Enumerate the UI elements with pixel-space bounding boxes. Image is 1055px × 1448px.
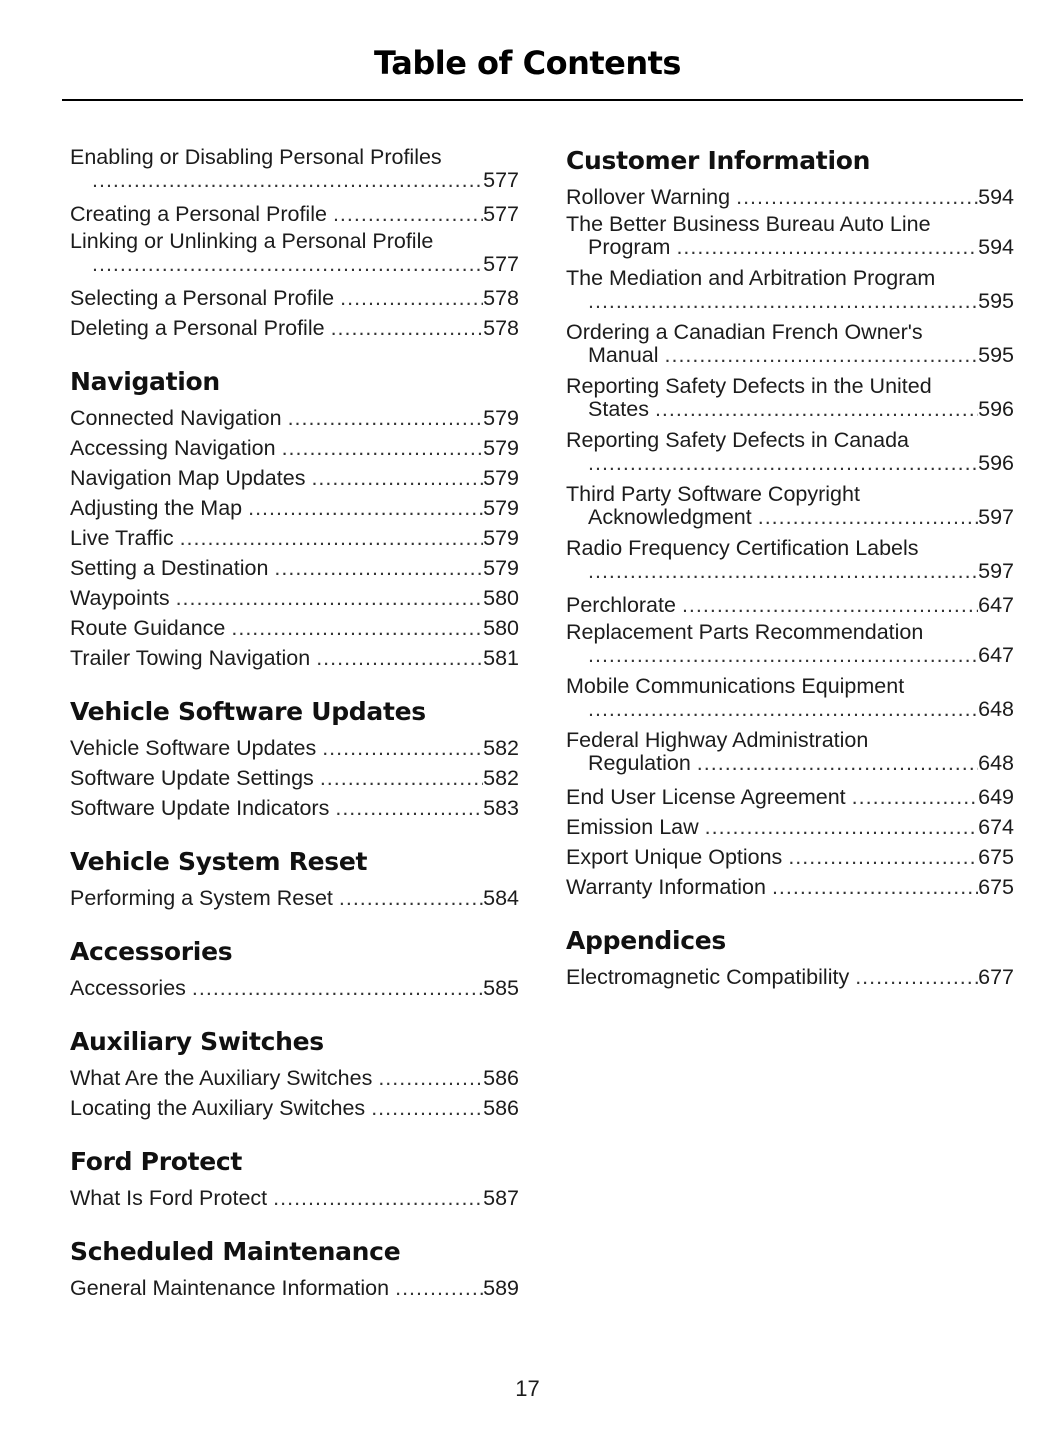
entry-page-number: 594 <box>978 185 1014 209</box>
toc-entry-perchlorate[interactable] <box>566 590 1014 620</box>
toc-entry-locating-the-auxiliary-switches[interactable] <box>70 1093 519 1123</box>
toc-entry-ordering-a-canadian-french-owner-s[interactable] <box>566 320 1014 366</box>
toc-entry-export-unique-options[interactable] <box>566 842 1014 872</box>
entry-page-number: 579 <box>483 496 519 520</box>
entry-page-number: 578 <box>483 286 519 310</box>
entry-page-number: 595 <box>978 343 1014 367</box>
entry-title: Route Guidance <box>70 616 226 640</box>
entry-title: Rollover Warning <box>566 185 731 209</box>
entry-title: Live Traffic <box>70 526 174 550</box>
entry-title: Reporting Safety Defects in Canada <box>566 428 910 452</box>
entry-title: Connected Navigation <box>70 406 282 430</box>
toc-entry-accessing-navigation[interactable] <box>70 433 519 463</box>
toc-section-navigation <box>70 365 519 673</box>
dot-leader <box>339 883 483 913</box>
entry-page-number: 585 <box>483 976 519 1000</box>
toc-entry-live-traffic[interactable] <box>70 523 519 553</box>
entry-title: Radio Frequency Certification Labels <box>566 536 919 560</box>
entry-page-number: 677 <box>978 965 1014 989</box>
entry-title: Performing a System Reset <box>70 886 333 910</box>
entry-page-number: 584 <box>483 886 519 910</box>
toc-entry-end-user-license-agreement[interactable] <box>566 782 1014 812</box>
entry-title: The Mediation and Arbitration Program <box>566 266 936 290</box>
entry-title: Selecting a Personal Profile <box>70 286 335 310</box>
entry-continuation <box>566 398 1014 420</box>
entry-page-number: 586 <box>483 1096 519 1120</box>
entry-title: Navigation Map Updates <box>70 466 306 490</box>
entry-title: Accessing Navigation <box>70 436 276 460</box>
dot-leader <box>340 283 483 313</box>
section-heading: Auxiliary Switches <box>70 1027 324 1056</box>
dot-leader <box>333 199 483 229</box>
toc-entry-replacement-parts-recommendation[interactable] <box>566 620 1014 666</box>
dot-leader <box>282 433 484 463</box>
dot-leader <box>395 1273 483 1303</box>
toc-entry-performing-a-system-reset[interactable] <box>70 883 519 913</box>
entry-title: Ordering a Canadian French Owner's <box>566 320 923 344</box>
entry-page-number: 579 <box>483 526 519 550</box>
entry-title: Setting a Destination <box>70 556 269 580</box>
entry-title: Creating a Personal Profile <box>70 202 327 226</box>
page-title: Table of Contents <box>374 44 681 82</box>
dot-leader <box>231 613 483 643</box>
entry-page-number: 577 <box>483 168 519 192</box>
entry-page-number: 597 <box>978 505 1014 529</box>
dot-leader <box>311 463 483 493</box>
entry-title: Accessories <box>70 976 186 1000</box>
entry-page-number: 579 <box>483 556 519 580</box>
entry-page-number: 578 <box>483 316 519 340</box>
toc-entry-route-guidance[interactable] <box>70 613 519 643</box>
entry-title: Perchlorate <box>566 593 676 617</box>
entry-page-number: 579 <box>483 436 519 460</box>
entry-page-number: 675 <box>978 875 1014 899</box>
dot-leader <box>676 236 978 258</box>
section-heading: Scheduled Maintenance <box>70 1237 401 1266</box>
entry-page-number: 648 <box>978 751 1014 775</box>
toc-entry-reporting-safety-defects-in-the-united[interactable] <box>566 374 1014 420</box>
entry-page-number: 596 <box>978 397 1014 421</box>
entry-title: Emission Law <box>566 815 699 839</box>
dot-leader <box>588 452 978 474</box>
entry-page-number: 649 <box>978 785 1014 809</box>
toc-entry-deleting-a-personal-profile[interactable] <box>70 313 519 343</box>
dot-leader <box>248 493 483 523</box>
entry-page-number: 597 <box>978 559 1014 583</box>
section-heading: Appendices <box>566 926 727 955</box>
dot-leader <box>588 698 978 720</box>
entry-page-number: 595 <box>978 289 1014 313</box>
entry-continuation <box>566 560 1014 582</box>
entry-title: Software Update Indicators <box>70 796 330 820</box>
toc-entry-setting-a-destination[interactable] <box>70 553 519 583</box>
entry-page-number: 579 <box>483 406 519 430</box>
toc-entry-waypoints[interactable] <box>70 583 519 613</box>
dot-leader <box>288 403 484 433</box>
dot-leader <box>273 1183 483 1213</box>
entry-page-number: 577 <box>483 202 519 226</box>
toc-entry-rollover-warning[interactable] <box>566 182 1014 212</box>
dot-leader <box>192 973 483 1003</box>
dot-leader <box>320 763 483 793</box>
section-heading: Customer Information <box>566 146 871 175</box>
entry-title: The Better Business Bureau Auto Line <box>566 212 931 236</box>
dot-leader <box>274 553 483 583</box>
toc-entry-radio-frequency-certification-labels[interactable] <box>566 536 1014 582</box>
entry-continuation <box>70 169 519 191</box>
toc-section-scheduled-maintenance <box>70 1235 519 1303</box>
section-heading: Accessories <box>70 937 233 966</box>
entry-title: Linking or Unlinking a Personal Profile <box>70 229 434 253</box>
dot-leader <box>371 1093 483 1123</box>
toc-entry-enabling-or-disabling-personal-profiles[interactable] <box>70 145 519 191</box>
entry-title: End User License Agreement <box>566 785 846 809</box>
toc-entry-software-update-settings[interactable] <box>70 763 519 793</box>
entry-page-number: 583 <box>483 796 519 820</box>
entry-title: Enabling or Disabling Personal Profiles <box>70 145 442 169</box>
entry-page-number: 647 <box>978 643 1014 667</box>
entry-title-continued: States <box>588 397 649 421</box>
toc-right-column <box>566 144 1014 1014</box>
entry-title: Replacement Parts Recommendation <box>566 620 924 644</box>
toc-section-auxiliary-switches <box>70 1025 519 1123</box>
entry-title: Trailer Towing Navigation <box>70 646 311 670</box>
entry-page-number: 586 <box>483 1066 519 1090</box>
toc-entry-emission-law[interactable] <box>566 812 1014 842</box>
dot-leader <box>705 812 978 842</box>
entry-title-continued: Manual <box>588 343 659 367</box>
entry-title-continued: Program <box>588 235 671 259</box>
toc-entry-connected-navigation[interactable] <box>70 403 519 433</box>
entry-continuation <box>70 253 519 275</box>
entry-continuation <box>566 506 1014 528</box>
toc-section-profiles <box>70 145 519 343</box>
entry-title: Electromagnetic Compatibility <box>566 965 850 989</box>
entry-page-number: 674 <box>978 815 1014 839</box>
toc-entry-third-party-software-copyright[interactable] <box>566 482 1014 528</box>
toc-entry-warranty-information[interactable] <box>566 872 1014 902</box>
toc-entry-linking-or-unlinking-a-personal-profile[interactable] <box>70 229 519 275</box>
section-heading: Navigation <box>70 367 220 396</box>
entry-page-number: 596 <box>978 451 1014 475</box>
entry-title-continued: Acknowledgment <box>588 505 752 529</box>
toc-section-appendices <box>566 924 1014 992</box>
page-number: 17 <box>515 1376 540 1401</box>
section-heading: Vehicle Software Updates <box>70 697 426 726</box>
dot-leader <box>588 290 978 312</box>
toc-entry-adjusting-the-map[interactable] <box>70 493 519 523</box>
entry-title: Export Unique Options <box>566 845 783 869</box>
toc-entry-software-update-indicators[interactable] <box>70 793 519 823</box>
dot-leader <box>697 752 978 774</box>
dot-leader <box>665 344 979 366</box>
dot-leader <box>758 506 978 528</box>
entry-title: What Is Ford Protect <box>70 1186 268 1210</box>
section-heading: Ford Protect <box>70 1147 243 1176</box>
entry-title: What Are the Auxiliary Switches <box>70 1066 373 1090</box>
entry-title: Waypoints <box>70 586 170 610</box>
entry-page-number: 580 <box>483 616 519 640</box>
entry-page-number: 587 <box>483 1186 519 1210</box>
dot-leader <box>92 253 483 275</box>
entry-continuation <box>566 752 1014 774</box>
dot-leader <box>852 782 978 812</box>
entry-page-number: 675 <box>978 845 1014 869</box>
toc-section-vehicle-system-reset <box>70 845 519 913</box>
entry-title: Deleting a Personal Profile <box>70 316 325 340</box>
toc-entry-navigation-map-updates[interactable] <box>70 463 519 493</box>
entry-title: Warranty Information <box>566 875 766 899</box>
entry-continuation <box>566 452 1014 474</box>
toc-entry-general-maintenance-information[interactable] <box>70 1273 519 1303</box>
dot-leader <box>322 733 483 763</box>
toc-entry-federal-highway-administration[interactable] <box>566 728 1014 774</box>
toc-section-vehicle-software-updates <box>70 695 519 823</box>
toc-entry-electromagnetic-compatibility[interactable] <box>566 962 1014 992</box>
dot-leader <box>335 793 483 823</box>
toc-entry-what-is-ford-protect[interactable] <box>70 1183 519 1213</box>
toc-entry-the-better-business-bureau-auto-line[interactable] <box>566 212 1014 258</box>
entry-title-continued: Regulation <box>588 751 691 775</box>
section-heading: Vehicle System Reset <box>70 847 368 876</box>
entry-title: Mobile Communications Equipment <box>566 674 905 698</box>
toc-entry-selecting-a-personal-profile[interactable] <box>70 283 519 313</box>
entry-title: Software Update Settings <box>70 766 314 790</box>
toc-entry-the-mediation-and-arbitration-program[interactable] <box>566 266 1014 312</box>
toc-entry-vehicle-software-updates[interactable] <box>70 733 519 763</box>
entry-page-number: 577 <box>483 252 519 276</box>
entry-page-number: 589 <box>483 1276 519 1300</box>
toc-section-customer-information <box>566 144 1014 902</box>
toc-entry-accessories[interactable] <box>70 973 519 1003</box>
entry-title: Third Party Software Copyright <box>566 482 860 506</box>
toc-section-ford-protect <box>70 1145 519 1213</box>
dot-leader <box>316 643 483 673</box>
entry-page-number: 580 <box>483 586 519 610</box>
dot-leader <box>655 398 978 420</box>
dot-leader <box>180 523 484 553</box>
dot-leader <box>855 962 978 992</box>
entry-page-number: 582 <box>483 736 519 760</box>
dot-leader <box>588 560 978 582</box>
entry-continuation <box>566 644 1014 666</box>
toc-entry-creating-a-personal-profile[interactable] <box>70 199 519 229</box>
toc-section-accessories <box>70 935 519 1003</box>
entry-page-number: 647 <box>978 593 1014 617</box>
entry-title: Locating the Auxiliary Switches <box>70 1096 366 1120</box>
toc-entry-reporting-safety-defects-in-canada[interactable] <box>566 428 1014 474</box>
title-divider <box>62 99 1023 101</box>
entry-title: Adjusting the Map <box>70 496 243 520</box>
dot-leader <box>682 590 978 620</box>
toc-entry-trailer-towing-navigation[interactable] <box>70 643 519 673</box>
entry-continuation <box>566 344 1014 366</box>
entry-page-number: 594 <box>978 235 1014 259</box>
dot-leader <box>378 1063 483 1093</box>
entry-page-number: 581 <box>483 646 519 670</box>
toc-left-column <box>70 145 519 1325</box>
dot-leader <box>788 842 978 872</box>
entry-title: General Maintenance Information <box>70 1276 390 1300</box>
entry-continuation <box>566 698 1014 720</box>
entry-page-number: 579 <box>483 466 519 490</box>
dot-leader <box>176 583 484 613</box>
entry-title: Reporting Safety Defects in the United <box>566 374 932 398</box>
entry-page-number: 582 <box>483 766 519 790</box>
toc-entry-mobile-communications-equipment[interactable] <box>566 674 1014 720</box>
entry-title: Vehicle Software Updates <box>70 736 317 760</box>
dot-leader <box>772 872 978 902</box>
entry-continuation <box>566 290 1014 312</box>
entry-page-number: 648 <box>978 697 1014 721</box>
dot-leader <box>736 182 978 212</box>
entry-continuation <box>566 236 1014 258</box>
entry-title: Federal Highway Administration <box>566 728 869 752</box>
toc-entry-what-are-the-auxiliary-switches[interactable] <box>70 1063 519 1093</box>
dot-leader <box>92 169 483 191</box>
dot-leader <box>588 644 978 666</box>
dot-leader <box>331 313 484 343</box>
